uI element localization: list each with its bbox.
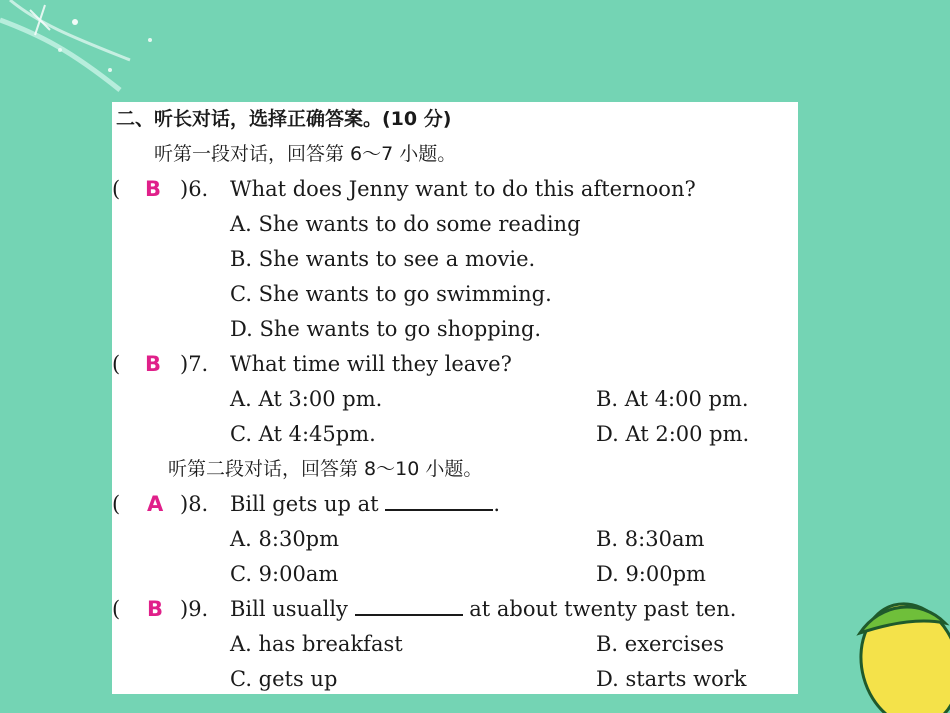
question-7-option-c: C. At 4:45pm. [230, 422, 376, 446]
question-6-option-a: A. She wants to do some reading [230, 212, 581, 236]
question-7-answer: B [145, 352, 162, 376]
question-6-answer: B [145, 177, 162, 201]
answer-open-paren: ( [112, 492, 121, 516]
question-9-text-after: at about twenty past ten. [469, 597, 737, 621]
answer-open-paren: ( [112, 352, 121, 376]
question-6-row [112, 172, 798, 207]
question-8-answer: A [147, 492, 164, 516]
question-9-number: )9. [180, 597, 209, 621]
question-6-option-c: C. She wants to go swimming. [230, 282, 552, 306]
question-9-option-a: A. has breakfast [230, 632, 403, 656]
question-8-option-b: B. 8:30am [596, 527, 705, 551]
question-9-text-before: Bill usually [230, 597, 348, 621]
question-7-option-a: A. At 3:00 pm. [230, 387, 383, 411]
question-7-option-b: B. At 4:00 pm. [596, 387, 749, 411]
question-9-text [230, 592, 736, 627]
question-8-option-d: D. 9:00pm [596, 562, 706, 586]
section-heading: 二、听长对话，选择正确答案。(10 分) [116, 108, 452, 130]
question-8-row [112, 487, 798, 522]
question-6-option-d: D. She wants to go shopping. [230, 317, 542, 341]
leaf-decoration-icon [840, 593, 950, 713]
question-6-option-b: B. She wants to see a movie. [230, 247, 536, 271]
question-9-option-b: B. exercises [596, 632, 724, 656]
question-8-text-after: . [493, 492, 500, 516]
question-9-option-d: D. starts work [596, 667, 747, 691]
answer-open-paren: ( [112, 597, 121, 621]
question-7-row [112, 347, 798, 382]
question-8-option-a: A. 8:30pm [230, 527, 340, 551]
answer-open-paren: ( [112, 177, 121, 201]
question-8-text-before: Bill gets up at [230, 492, 379, 516]
answer-blank [385, 487, 493, 511]
question-6-text: What does Jenny want to do this afternoon? [230, 177, 696, 201]
question-9-row [112, 592, 798, 627]
part2-instruction: 听第二段对话，回答第 8～10 小题。 [168, 458, 483, 480]
question-9-option-c: C. gets up [230, 667, 338, 691]
question-8-option-c: C. 9:00am [230, 562, 339, 586]
question-7-number: )7. [180, 352, 209, 376]
answer-blank [355, 592, 463, 616]
question-6-number: )6. [180, 177, 209, 201]
question-7-text: What time will they leave? [230, 352, 512, 376]
sparkle-decoration-icon [0, 0, 220, 110]
worksheet-card [112, 102, 798, 694]
question-8-number: )8. [180, 492, 209, 516]
question-7-option-d: D. At 2:00 pm. [596, 422, 750, 446]
part1-instruction: 听第一段对话，回答第 6～7 小题。 [154, 143, 457, 165]
question-9-answer: B [147, 597, 164, 621]
question-8-text [230, 487, 500, 522]
